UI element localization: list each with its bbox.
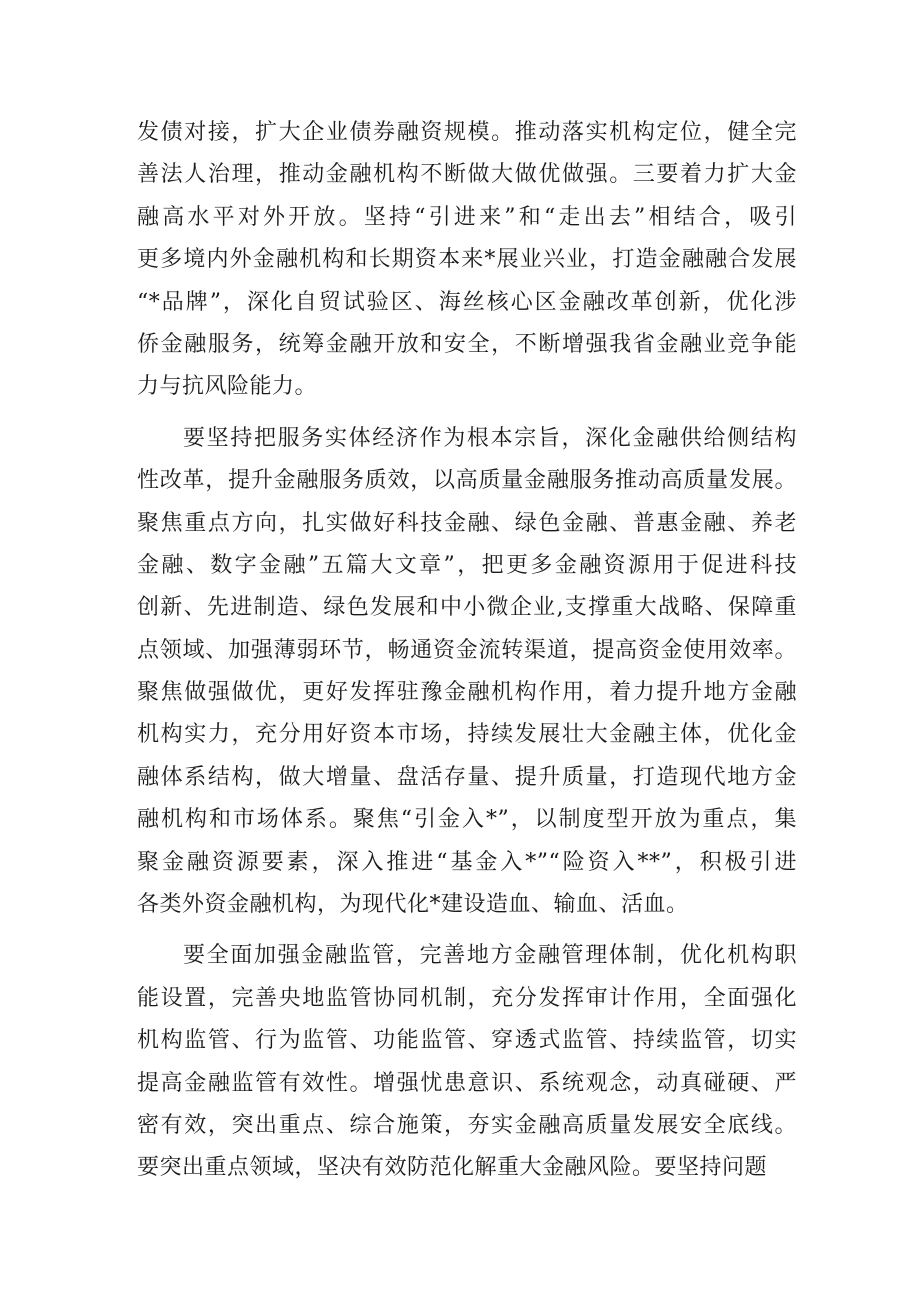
text-line: 密有效，突出重点、综合施策，夯实金融高质量发展安全底线。 (137, 1112, 797, 1138)
text-line: 点领域、加强薄弱环节，畅通资金流转渠道，提高资金使用效率。 (137, 637, 797, 663)
paragraph-gap (137, 926, 797, 935)
text-line: 要坚持把服务实体经济作为根本宗旨，深化金融供给侧结构 (183, 425, 797, 451)
paragraph-gap (137, 409, 797, 418)
text-line: 聚焦做强做优，更好发挥驻豫金融机构作用，着力提升地方金融 (137, 680, 797, 706)
body-text (137, 112, 797, 1190)
text-line: 融机构和市场体系。聚焦“引金入*”，以制度型开放为重点，集 (137, 807, 797, 833)
text-line: 更多境内外金融机构和长期资本来*展业兴业，打造金融融合发展 (137, 247, 797, 273)
paragraph (137, 112, 797, 409)
text-line: 机构实力，充分用好资本市场，持续发展壮大金融主体，优化金 (137, 722, 797, 748)
text-line: 融体系结构，做大增量、盘活存量、提升质量，打造现代地方金 (137, 764, 797, 790)
text-line: 聚焦重点方向，扎实做好科技金融、绿色金融、普惠金融、养老 (137, 510, 797, 536)
text-line: 创新、先进制造、绿色发展和中小微企业,支撑重大战略、保障重 (137, 595, 797, 621)
text-line: “*品牌”，深化自贸试验区、海丝核心区金融改革创新，优化涉 (137, 289, 797, 315)
text-line: 性改革，提升金融服务质效，以高质量金融服务推动高质量发展。 (137, 468, 797, 494)
text-line: 各类外资金融机构，为现代化*建设造血、输血、活血。 (137, 892, 689, 918)
text-line: 金融、数字金融”五篇大文章”，把更多金融资源用于促进科技 (137, 552, 797, 578)
text-line: 机构监管、行为监管、功能监管、穿透式监管、持续监管，切实 (137, 1028, 797, 1054)
text-line: 要全面加强金融监管，完善地方金融管理体制，优化机构职 (183, 943, 797, 969)
text-line: 聚金融资源要素，深入推进“基金入*”“险资入**”，积极引进 (137, 849, 797, 875)
text-line: 要突出重点领域，坚决有效防范化解重大金融风险。要坚持问题 (137, 1155, 768, 1181)
text-line: 提高金融监管有效性。增强忧患意识、系统观念，动真碰硬、严 (137, 1070, 797, 1096)
text-line: 侨金融服务，统筹金融开放和安全，不断增强我省金融业竞争能 (137, 331, 797, 357)
text-line: 发债对接，扩大企业债券融资规模。推动落实机构定位，健全完 (137, 120, 797, 145)
paragraph (137, 935, 797, 1189)
text-line: 融高水平对外开放。坚持“引进来”和“走出去”相结合，吸引 (137, 204, 797, 230)
paragraph (137, 418, 797, 927)
text-line: 能设置，完善央地监管协同机制，充分发挥审计作用，全面强化 (137, 985, 797, 1011)
text-line: 力与抗风险能力。 (137, 374, 318, 400)
text-line: 善法人治理，推动金融机构不断做大做优做强。三要着力扩大金 (137, 162, 797, 188)
